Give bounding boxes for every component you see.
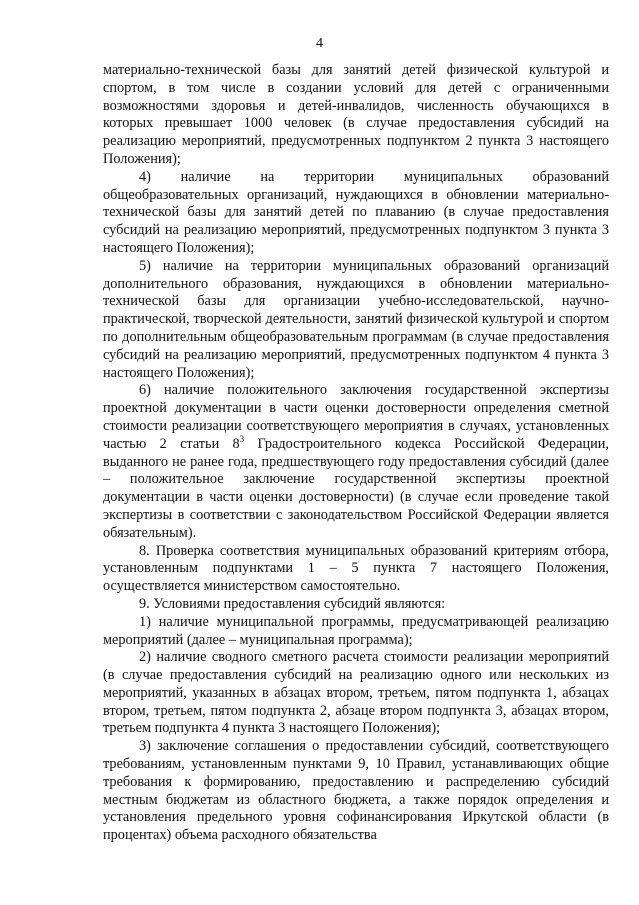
paragraph-condition-3: 3) заключение соглашения о предоставлении субсидий, соответствующего требованиям, установленным пунктами 9, 10 Правил, устанавливающих общие требования к формированию, предоставлению и распределению субсидий местным бюджетам из областного бюджета, а также порядок определения и установления предельного уровня софинансирования Иркутской области (в процентах) объема расходного обязательства xyxy=(103,738,609,844)
paragraph-item-5: 5) наличие на территории муниципальных образований организаций дополнительного образования, нуждающихся в обновлении материально-технической базы для организации учебно-исследовательской, научно-практической, творческой деятельности, занятий физической культурой и спортом по дополнительным общеобразовательным программам (в случае предоставления субсидий на реализацию мероприятий, предусмотренных подпунктом 4 пункта 3 настоящего Положения); xyxy=(103,257,609,381)
paragraph-condition-2: 2) наличие сводного сметного расчета стоимости реализации мероприятий (в случае предоставления субсидий на реализацию одного или нескольких из мероприятий, указанных в абзацах втором, третьем, пятом подпункта 1, абзацах втором, третьем, пятом подпункта 2, абзаце втором подпункта 3, абзацах втором, третьем подпункта 4 пункта 3 настоящего Положения); xyxy=(103,649,609,737)
paragraph-item-6-text-after: Градостроительного кодекса Российской Федерации, выданного не ранее года, предшествующего году предоставления субсидий (далее – положительное заключение государственной экспертизы проектной документации в части оценки достоверности) (в случае если проведение такой экспертизы в соответствии с законодательством Российской Федерации является обязательным). xyxy=(103,435,609,541)
paragraph-item-4: 4) наличие на территории муниципальных образований общеобразовательных организаций, нуждающихся в обновлении материально-технической базы для занятий детей по плаванию (в случае предоставления субсидий на реализацию мероприятий, предусмотренных подпунктом 3 пункта 3 настоящего Положения); xyxy=(103,168,609,256)
page-number: 4 xyxy=(316,36,323,51)
article-superscript: 3 xyxy=(239,433,245,444)
paragraph-condition-1: 1) наличие муниципальной программы, предусматривающей реализацию мероприятий (далее – муниципальная программа); xyxy=(103,613,609,648)
paragraph-item-6 xyxy=(103,382,609,542)
document-body xyxy=(103,62,609,845)
paragraph-continuation: материально-технической базы для занятий детей физической культурой и спортом, в том числе в создании условий для детей с ограниченными возможностями здоровья и детей-инвалидов, численность обучающихся в которых превышает 1000 человек (в случае предоставления субсидий на реализацию мероприятий, предусмотренных подпунктом 2 пункта 3 настоящего Положения); xyxy=(103,62,609,167)
paragraph-section-9: 9. Условиями предоставления субсидий являются: xyxy=(139,595,446,612)
paragraph-section-8: 8. Проверка соответствия муниципальных образований критериям отбора, установленным подпунктами 1 – 5 пункта 7 настоящего Положения, осуществляется министерством самостоятельно. xyxy=(103,542,609,595)
paragraph-item-6-text-before: 6) наличие положительного заключения государственной экспертизы проектной документации в части оценки достоверности определения сметной стоимости реализации соответствующего мероприятия в случаях, установленных частью 2 статьи 8 xyxy=(103,382,609,452)
